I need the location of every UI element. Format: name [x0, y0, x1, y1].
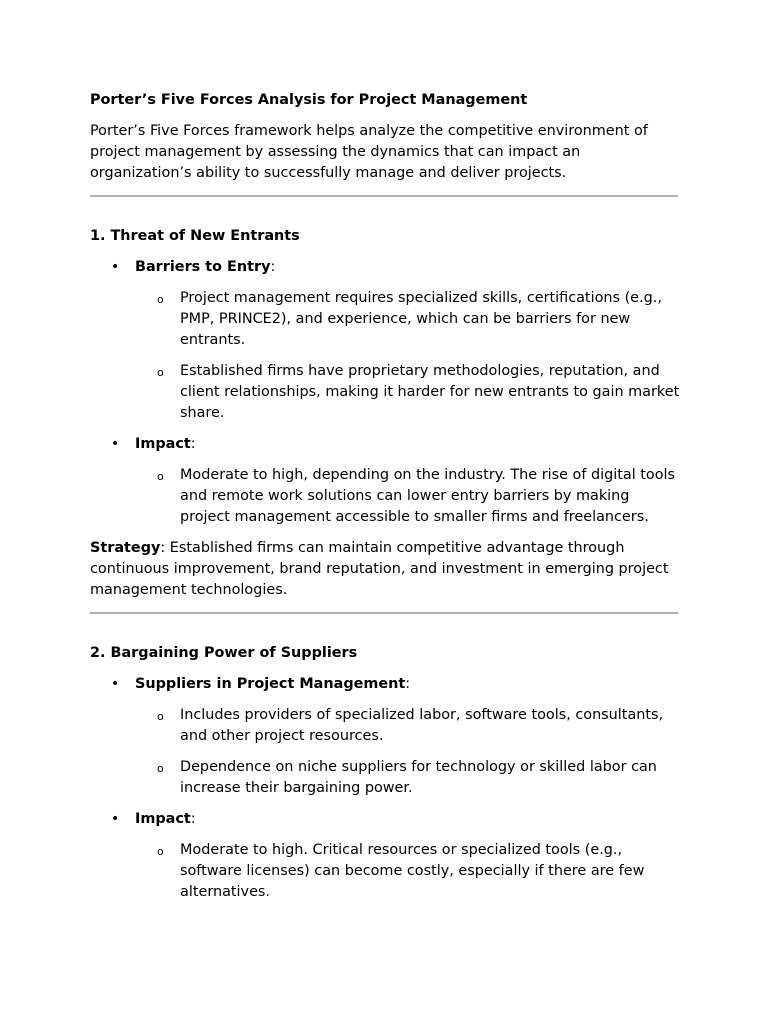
section-heading: 1. Threat of New Entrants — [90, 228, 300, 244]
bullet-label: Impact: — [135, 436, 196, 452]
sub-bullet-item: o Moderate to high, depending on the industry. The rise of digital tools and remote work solutions can lower entry barriers by making project management accessible to smaller firms and freelancers. — [135, 465, 680, 528]
bullet-list — [90, 257, 680, 528]
sub-bullet-item: o Moderate to high. Critical resources or specialized tools (e.g., software licenses) can become costly, especially if there are few alternatives. — [135, 840, 680, 903]
sub-bullet-item: o Project management requires specialized skills, certifications (e.g., PMP, PRINCE2), and experience, which can be barriers for new entrants. — [135, 288, 680, 351]
section-bargaining-power-of-suppliers — [90, 643, 680, 903]
section-threat-of-new-entrants — [90, 226, 680, 601]
sub-bullet-item: o Dependence on niche suppliers for technology or skilled labor can increase their bargaining power. — [135, 757, 680, 799]
document-body — [90, 90, 680, 903]
bullet-label: Impact: — [135, 811, 196, 827]
bullet-item — [90, 434, 680, 528]
section-divider — [90, 612, 678, 614]
bullet-list — [90, 674, 680, 903]
section-heading: 2. Bargaining Power of Suppliers — [90, 645, 358, 661]
bullet-item — [90, 809, 680, 903]
bullet-item — [90, 674, 680, 799]
strategy-text: : Established firms can maintain competitive advantage through continuous improvement, brand reputation, and investment in emerging project management technologies. — [90, 540, 669, 598]
document-title: Porter’s Five Forces Analysis for Project Management — [90, 92, 528, 108]
section-divider — [90, 195, 678, 197]
bullet-label: Suppliers in Project Management: — [135, 676, 411, 692]
sub-bullet-list — [135, 705, 680, 799]
sub-bullet-list — [135, 288, 680, 424]
sub-bullet-item: o Established firms have proprietary methodologies, reputation, and client relationships, making it harder for new entrants to gain market share. — [135, 361, 680, 424]
sub-bullet-list — [135, 840, 680, 903]
bullet-label: Barriers to Entry: — [135, 259, 276, 275]
strategy-label: Strategy — [90, 540, 161, 556]
sub-bullet-item: o Includes providers of specialized labor, software tools, consultants, and other project resources. — [135, 705, 680, 747]
bullet-item — [90, 257, 680, 424]
sub-bullet-list — [135, 465, 680, 528]
strategy-paragraph — [90, 538, 680, 601]
intro-paragraph: Porter’s Five Forces framework helps analyze the competitive environment of project management by assessing the dynamics that can impact an organization’s ability to successfully manage and deliver projects. — [90, 123, 648, 181]
